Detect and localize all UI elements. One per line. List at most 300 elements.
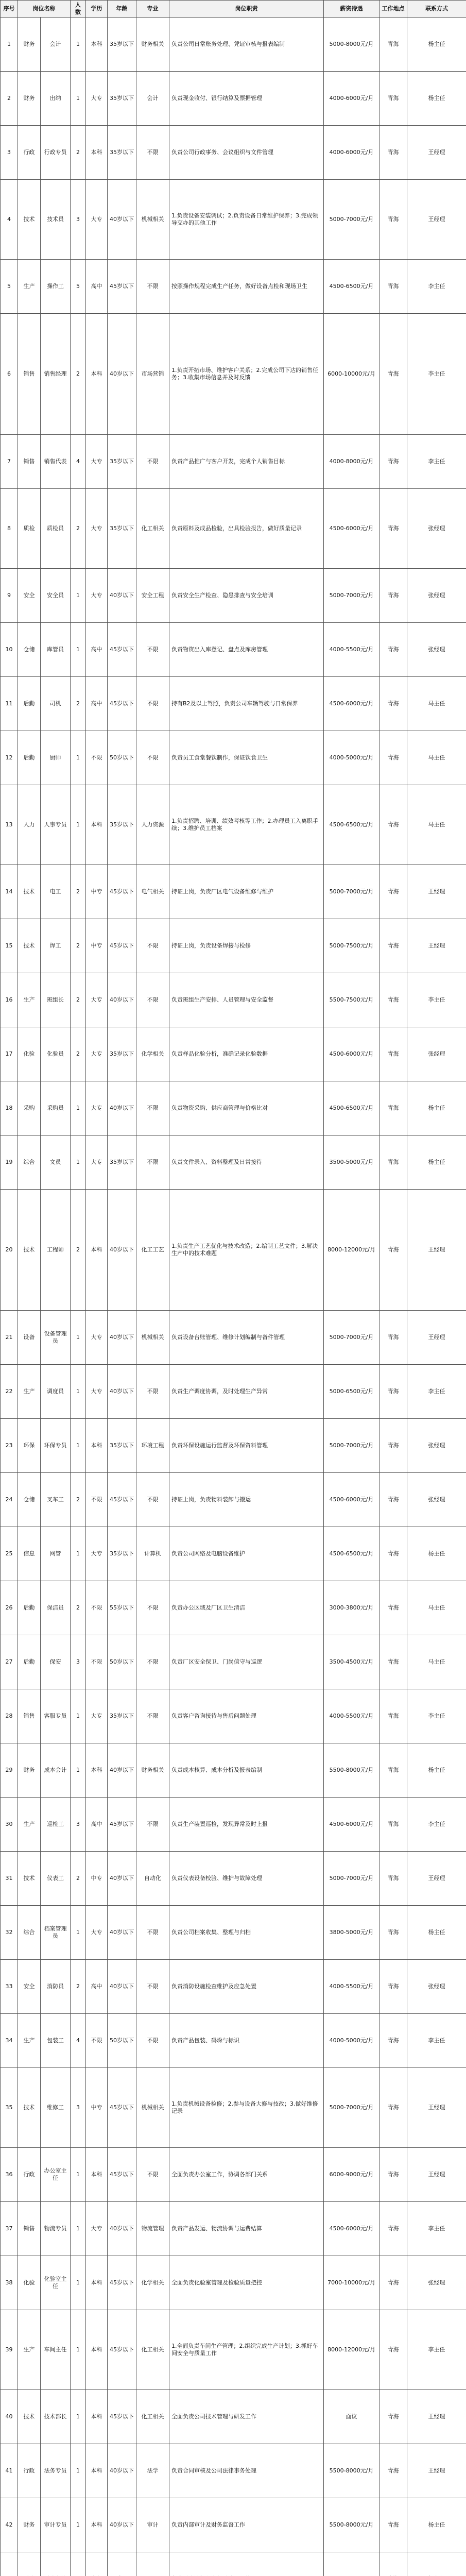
cell-major: 不限	[136, 1581, 169, 1635]
cell-place: 青海	[379, 1190, 407, 1311]
cell-count: 2	[71, 314, 86, 435]
cell-no: 23	[1, 1419, 18, 1473]
cell-major: 市场营销	[136, 314, 169, 435]
cell-edu: 大专	[86, 1027, 108, 1081]
cell-pay: 5500-8000元/月	[324, 2498, 379, 2552]
cell-place: 青海	[379, 1419, 407, 1473]
cell-contact: 杨主任	[407, 1906, 466, 1960]
cell-duty: 负责文件录入、资料整理及日常接待	[169, 1136, 324, 1190]
cell-place: 青海	[379, 2148, 407, 2202]
cell-contact: 王经理	[407, 2068, 466, 2148]
cell-contact: 王经理	[407, 2444, 466, 2498]
table-row	[1, 1136, 466, 1190]
cell-duty: 负责物资采购、供应商管理与价格比对	[169, 1081, 324, 1136]
cell-post: 操作工	[41, 260, 71, 314]
cell-edu: 高中	[86, 677, 108, 731]
cell-age: 40岁以下	[108, 2444, 136, 2498]
cell-edu: 大专	[86, 435, 108, 489]
cell-major: 不限	[136, 1689, 169, 1743]
cell-no: 13	[1, 785, 18, 865]
header-contact: 联系方式	[407, 1, 466, 18]
cell-duty: 1.负责招聘、培训、绩效考核等工作；2.办理员工入离职手续；3.维护员工档案	[169, 785, 324, 865]
cell-post: 采购员	[41, 1081, 71, 1136]
cell-edu: 本科	[86, 1419, 108, 1473]
cell-count: 1	[71, 1136, 86, 1190]
cell-contact: 李主任	[407, 314, 466, 435]
cell-age: 35岁以下	[108, 1027, 136, 1081]
cell-edu: 大专	[86, 1689, 108, 1743]
cell-contact: 李主任	[407, 2310, 466, 2390]
cell-no: 25	[1, 1527, 18, 1581]
cell-major: 人力资源	[136, 785, 169, 865]
cell-pay: 4500-6000元/月	[324, 489, 379, 569]
cell-duty: 负责公司网络及电脑设备维护	[169, 1527, 324, 1581]
table-row	[1, 2552, 466, 2576]
cell-dept: 安全	[18, 1960, 41, 2014]
cell-contact: 王经理	[407, 180, 466, 260]
cell-duty: 负责客户咨询接待与售后问题处理	[169, 1689, 324, 1743]
cell-major: 不限	[136, 1081, 169, 1136]
cell-pay	[324, 2552, 379, 2576]
header-edu: 学历	[86, 1, 108, 18]
cell-contact: 张经理	[407, 1027, 466, 1081]
cell-dept: 生产	[18, 973, 41, 1027]
cell-place: 青海	[379, 1581, 407, 1635]
cell-place: 青海	[379, 180, 407, 260]
cell-count: 1	[71, 1743, 86, 1798]
cell-place	[379, 2552, 407, 2576]
cell-count: 1	[71, 1689, 86, 1743]
cell-dept: 财务	[18, 72, 41, 126]
cell-pay: 4000-5500元/月	[324, 623, 379, 677]
cell-major: 法学	[136, 2444, 169, 2498]
cell-no: 11	[1, 677, 18, 731]
cell-major: 化工相关	[136, 489, 169, 569]
cell-duty: 1.负责生产工艺优化与技术改造；2.编制工艺文件；3.解决生产中的技术难题	[169, 1190, 324, 1311]
cell-post: 法务专员	[41, 2444, 71, 2498]
cell-duty: 持证上岗，负责设备焊接与检修	[169, 919, 324, 973]
cell-edu: 中专	[86, 1852, 108, 1906]
cell-place: 青海	[379, 1960, 407, 2014]
cell-pay: 5000-7000元/月	[324, 180, 379, 260]
cell-no: 24	[1, 1473, 18, 1527]
cell-duty: 负责生产调度协调，及时处理生产异常	[169, 1365, 324, 1419]
cell-count: 1	[71, 731, 86, 785]
table-row	[1, 919, 466, 973]
table-row	[1, 1190, 466, 1311]
cell-contact	[407, 2552, 466, 2576]
cell-age: 35岁以下	[108, 785, 136, 865]
cell-pay: 4000-6000元/月	[324, 72, 379, 126]
cell-major: 不限	[136, 973, 169, 1027]
cell-edu: 大专	[86, 1365, 108, 1419]
cell-count: 3	[71, 2068, 86, 2148]
cell-post: 保洁员	[41, 1581, 71, 1635]
table-row	[1, 2068, 466, 2148]
cell-major: 不限	[136, 126, 169, 180]
cell-edu: 本科	[86, 2148, 108, 2202]
cell-contact: 王经理	[407, 2148, 466, 2202]
cell-contact: 王经理	[407, 1311, 466, 1365]
cell-age: 50岁以下	[108, 731, 136, 785]
cell-contact: 王经理	[407, 1852, 466, 1906]
cell-post: 质检员	[41, 489, 71, 569]
cell-place: 青海	[379, 489, 407, 569]
cell-age: 35岁以下	[108, 489, 136, 569]
cell-contact: 李主任	[407, 2202, 466, 2256]
cell-count: 2	[71, 1581, 86, 1635]
cell-age	[108, 2552, 136, 2576]
cell-post: 网管	[41, 1527, 71, 1581]
cell-place: 青海	[379, 2310, 407, 2390]
cell-count: 1	[71, 1311, 86, 1365]
table-row	[1, 435, 466, 489]
cell-dept: 销售	[18, 2202, 41, 2256]
table-row	[1, 2444, 466, 2498]
cell-age: 40岁以下	[108, 2498, 136, 2552]
cell-post: 维修工	[41, 2068, 71, 2148]
cell-pay: 4000-5000元/月	[324, 731, 379, 785]
cell-pay: 5000-7500元/月	[324, 919, 379, 973]
cell-post: 会计	[41, 18, 71, 72]
cell-edu: 不限	[86, 731, 108, 785]
cell-edu: 大专	[86, 72, 108, 126]
cell-pay: 5000-7000元/月	[324, 569, 379, 623]
table-row	[1, 731, 466, 785]
cell-age: 45岁以下	[108, 919, 136, 973]
table-row	[1, 1581, 466, 1635]
cell-contact: 李主任	[407, 1798, 466, 1852]
cell-post: 成本会计	[41, 1743, 71, 1798]
cell-edu: 不限	[86, 1473, 108, 1527]
cell-dept: 化验	[18, 1027, 41, 1081]
cell-contact: 杨主任	[407, 1136, 466, 1190]
cell-pay: 5000-7000元/月	[324, 865, 379, 919]
cell-no: 4	[1, 180, 18, 260]
cell-pay: 3500-5000元/月	[324, 1136, 379, 1190]
cell-dept	[18, 2552, 41, 2576]
table-body	[1, 18, 466, 2576]
cell-no: 42	[1, 2498, 18, 2552]
cell-post: 物流专员	[41, 2202, 71, 2256]
table-row	[1, 1635, 466, 1689]
cell-count: 1	[71, 2202, 86, 2256]
cell-place: 青海	[379, 1136, 407, 1190]
cell-pay: 5500-8000元/月	[324, 2444, 379, 2498]
cell-pay: 面议	[324, 2390, 379, 2444]
cell-count	[71, 2552, 86, 2576]
cell-edu: 中专	[86, 919, 108, 973]
cell-age: 35岁以下	[108, 1419, 136, 1473]
cell-post: 销售经理	[41, 314, 71, 435]
cell-contact: 杨主任	[407, 1527, 466, 1581]
cell-no: 28	[1, 1689, 18, 1743]
cell-age: 45岁以下	[108, 2256, 136, 2310]
cell-major: 不限	[136, 677, 169, 731]
cell-place: 青海	[379, 72, 407, 126]
cell-contact: 杨主任	[407, 1081, 466, 1136]
table-row	[1, 1960, 466, 2014]
cell-major: 环境工程	[136, 1419, 169, 1473]
cell-edu: 大专	[86, 569, 108, 623]
cell-post: 人事专员	[41, 785, 71, 865]
cell-no: 16	[1, 973, 18, 1027]
cell-dept: 技术	[18, 1852, 41, 1906]
cell-place: 青海	[379, 1906, 407, 1960]
header-age: 年龄	[108, 1, 136, 18]
cell-dept: 综合	[18, 1136, 41, 1190]
cell-no: 22	[1, 1365, 18, 1419]
cell-contact: 马主任	[407, 785, 466, 865]
header-duty: 岗位职责	[169, 1, 324, 18]
cell-major: 不限	[136, 1906, 169, 1960]
cell-dept: 化验	[18, 2256, 41, 2310]
cell-pay: 5500-7500元/月	[324, 973, 379, 1027]
cell-contact: 张经理	[407, 489, 466, 569]
cell-no: 19	[1, 1136, 18, 1190]
cell-post	[41, 2552, 71, 2576]
cell-count: 2	[71, 1852, 86, 1906]
cell-no: 5	[1, 260, 18, 314]
cell-major: 财务相关	[136, 1743, 169, 1798]
cell-count: 2	[71, 126, 86, 180]
cell-major: 化工相关	[136, 2310, 169, 2390]
cell-place: 青海	[379, 919, 407, 973]
cell-count: 3	[71, 1635, 86, 1689]
table-row	[1, 2390, 466, 2444]
table-row	[1, 1365, 466, 1419]
cell-no: 10	[1, 623, 18, 677]
cell-contact: 马主任	[407, 731, 466, 785]
cell-major: 计算机	[136, 1527, 169, 1581]
cell-duty	[169, 2552, 324, 2576]
cell-place: 青海	[379, 731, 407, 785]
cell-dept: 信息	[18, 1527, 41, 1581]
cell-pay: 7000-10000元/月	[324, 2256, 379, 2310]
cell-place: 青海	[379, 1635, 407, 1689]
cell-edu: 本科	[86, 1743, 108, 1798]
cell-duty: 全面负责公司技术管理与研发工作	[169, 2390, 324, 2444]
header-post: 岗位名称	[18, 1, 71, 18]
cell-edu: 本科	[86, 2310, 108, 2390]
cell-dept: 安全	[18, 569, 41, 623]
cell-count: 2	[71, 1027, 86, 1081]
cell-contact: 王经理	[407, 2390, 466, 2444]
cell-count: 1	[71, 2310, 86, 2390]
cell-no: 40	[1, 2390, 18, 2444]
cell-place: 青海	[379, 2256, 407, 2310]
cell-contact: 张经理	[407, 1473, 466, 1527]
cell-pay: 4500-6000元/月	[324, 1473, 379, 1527]
cell-contact: 张经理	[407, 1960, 466, 2014]
cell-duty: 负责安全生产检查、隐患排查与安全培训	[169, 569, 324, 623]
cell-major: 化学相关	[136, 1027, 169, 1081]
cell-post: 审计专员	[41, 2498, 71, 2552]
cell-contact: 张经理	[407, 2256, 466, 2310]
cell-edu: 不限	[86, 1635, 108, 1689]
cell-duty: 负责现金收付、银行结算及票据管理	[169, 72, 324, 126]
table-row	[1, 1852, 466, 1906]
cell-age: 40岁以下	[108, 1743, 136, 1798]
cell-age: 40岁以下	[108, 1081, 136, 1136]
cell-pay: 5000-7000元/月	[324, 2068, 379, 2148]
cell-no: 17	[1, 1027, 18, 1081]
cell-major: 不限	[136, 1798, 169, 1852]
cell-age: 40岁以下	[108, 1311, 136, 1365]
cell-no: 15	[1, 919, 18, 973]
cell-place: 青海	[379, 1081, 407, 1136]
cell-post: 厨师	[41, 731, 71, 785]
table-row	[1, 623, 466, 677]
table-row	[1, 569, 466, 623]
cell-pay: 3500-4500元/月	[324, 1635, 379, 1689]
table-header	[1, 1, 466, 18]
cell-place: 青海	[379, 1365, 407, 1419]
cell-edu: 不限	[86, 1581, 108, 1635]
cell-no: 6	[1, 314, 18, 435]
cell-duty: 负责公司日常账务处理、凭证审核与报表编制	[169, 18, 324, 72]
cell-dept: 仓储	[18, 1473, 41, 1527]
cell-edu: 大专	[86, 1311, 108, 1365]
cell-age: 45岁以下	[108, 623, 136, 677]
cell-count: 5	[71, 260, 86, 314]
cell-post: 档案管理员	[41, 1906, 71, 1960]
cell-pay: 4000-6000元/月	[324, 126, 379, 180]
cell-major: 不限	[136, 1635, 169, 1689]
cell-major: 机械相关	[136, 180, 169, 260]
cell-duty: 负责班组生产安排、人员管理与安全监督	[169, 973, 324, 1027]
cell-post: 安全员	[41, 569, 71, 623]
cell-duty: 负责消防设施检查维护及应急处置	[169, 1960, 324, 2014]
cell-pay: 8000-12000元/月	[324, 2310, 379, 2390]
cell-contact: 马主任	[407, 1581, 466, 1635]
cell-edu: 大专	[86, 1527, 108, 1581]
cell-count: 4	[71, 2014, 86, 2068]
cell-post: 客服专员	[41, 1689, 71, 1743]
cell-major: 不限	[136, 1473, 169, 1527]
cell-post: 出纳	[41, 72, 71, 126]
cell-no	[1, 2552, 18, 2576]
cell-duty: 负责公司档案收集、整理与归档	[169, 1906, 324, 1960]
cell-post: 设备管理员	[41, 1311, 71, 1365]
table-row	[1, 2202, 466, 2256]
cell-major: 化学相关	[136, 2256, 169, 2310]
cell-count: 2	[71, 973, 86, 1027]
cell-major: 化工工艺	[136, 1190, 169, 1311]
cell-age: 45岁以下	[108, 2310, 136, 2390]
cell-major: 不限	[136, 731, 169, 785]
cell-major: 会计	[136, 72, 169, 126]
table-row	[1, 1419, 466, 1473]
cell-duty: 负责设备台账管理、维修计划编制与备件管理	[169, 1311, 324, 1365]
cell-age: 40岁以下	[108, 569, 136, 623]
cell-dept: 销售	[18, 435, 41, 489]
cell-dept: 技术	[18, 2068, 41, 2148]
cell-place: 青海	[379, 2444, 407, 2498]
cell-duty: 负责内部审计及财务监督工作	[169, 2498, 324, 2552]
cell-pay: 4500-6000元/月	[324, 1027, 379, 1081]
cell-edu: 大专	[86, 1136, 108, 1190]
cell-age: 45岁以下	[108, 1473, 136, 1527]
cell-duty: 负责员工食堂餐饮制作，保证饮食卫生	[169, 731, 324, 785]
cell-edu: 高中	[86, 1798, 108, 1852]
cell-major: 不限	[136, 2014, 169, 2068]
cell-contact: 张经理	[407, 1419, 466, 1473]
cell-no: 29	[1, 1743, 18, 1798]
table-row	[1, 314, 466, 435]
cell-place: 青海	[379, 623, 407, 677]
cell-age: 45岁以下	[108, 1798, 136, 1852]
cell-pay: 5000-6500元/月	[324, 1365, 379, 1419]
cell-count: 1	[71, 1419, 86, 1473]
cell-place: 青海	[379, 1027, 407, 1081]
cell-post: 仪表工	[41, 1852, 71, 1906]
table-row	[1, 2498, 466, 2552]
cell-pay: 4500-6500元/月	[324, 260, 379, 314]
cell-age: 55岁以下	[108, 1581, 136, 1635]
cell-no: 1	[1, 18, 18, 72]
cell-edu: 大专	[86, 973, 108, 1027]
cell-duty: 1.负责开拓市场、维护客户关系；2.完成公司下达的销售任务；3.收集市场信息并及时反馈	[169, 314, 324, 435]
cell-edu: 本科	[86, 314, 108, 435]
cell-pay: 6000-9000元/月	[324, 2148, 379, 2202]
cell-no: 18	[1, 1081, 18, 1136]
cell-count: 1	[71, 72, 86, 126]
cell-pay: 4500-6000元/月	[324, 677, 379, 731]
cell-duty: 1.负责机械设备检修；2.参与设备大修与技改；3.做好维修记录	[169, 2068, 324, 2148]
cell-count: 3	[71, 1798, 86, 1852]
cell-count: 1	[71, 2444, 86, 2498]
cell-post: 电工	[41, 865, 71, 919]
cell-edu: 本科	[86, 785, 108, 865]
cell-pay: 4500-6000元/月	[324, 2202, 379, 2256]
cell-place: 青海	[379, 2498, 407, 2552]
cell-place: 青海	[379, 2390, 407, 2444]
cell-no: 14	[1, 865, 18, 919]
cell-no: 33	[1, 1960, 18, 2014]
cell-dept: 综合	[18, 1906, 41, 1960]
cell-duty: 全面负责办公室工作，协调各部门关系	[169, 2148, 324, 2202]
cell-count: 1	[71, 1527, 86, 1581]
cell-contact: 杨主任	[407, 1743, 466, 1798]
cell-pay: 8000-12000元/月	[324, 1190, 379, 1311]
cell-contact: 王经理	[407, 865, 466, 919]
cell-major: 自动化	[136, 1852, 169, 1906]
cell-age: 45岁以下	[108, 677, 136, 731]
cell-edu: 中专	[86, 865, 108, 919]
table-row	[1, 2148, 466, 2202]
cell-duty: 1.负责设备安装调试；2.负责设备日常维护保养；3.完成领导交办的其他工作	[169, 180, 324, 260]
header-no: 序号	[1, 1, 18, 18]
cell-dept: 后勤	[18, 1635, 41, 1689]
cell-contact: 李主任	[407, 260, 466, 314]
cell-age: 35岁以下	[108, 1136, 136, 1190]
cell-no: 38	[1, 2256, 18, 2310]
cell-no: 34	[1, 2014, 18, 2068]
cell-dept: 采购	[18, 1081, 41, 1136]
cell-count: 1	[71, 1081, 86, 1136]
cell-edu	[86, 2552, 108, 2576]
cell-edu: 本科	[86, 1190, 108, 1311]
cell-pay: 4000-5000元/月	[324, 2014, 379, 2068]
cell-post: 包装工	[41, 2014, 71, 2068]
cell-contact: 李主任	[407, 435, 466, 489]
cell-dept: 技术	[18, 1190, 41, 1311]
table-row	[1, 72, 466, 126]
cell-count: 1	[71, 1906, 86, 1960]
cell-major: 不限	[136, 1960, 169, 2014]
cell-post: 行政专员	[41, 126, 71, 180]
